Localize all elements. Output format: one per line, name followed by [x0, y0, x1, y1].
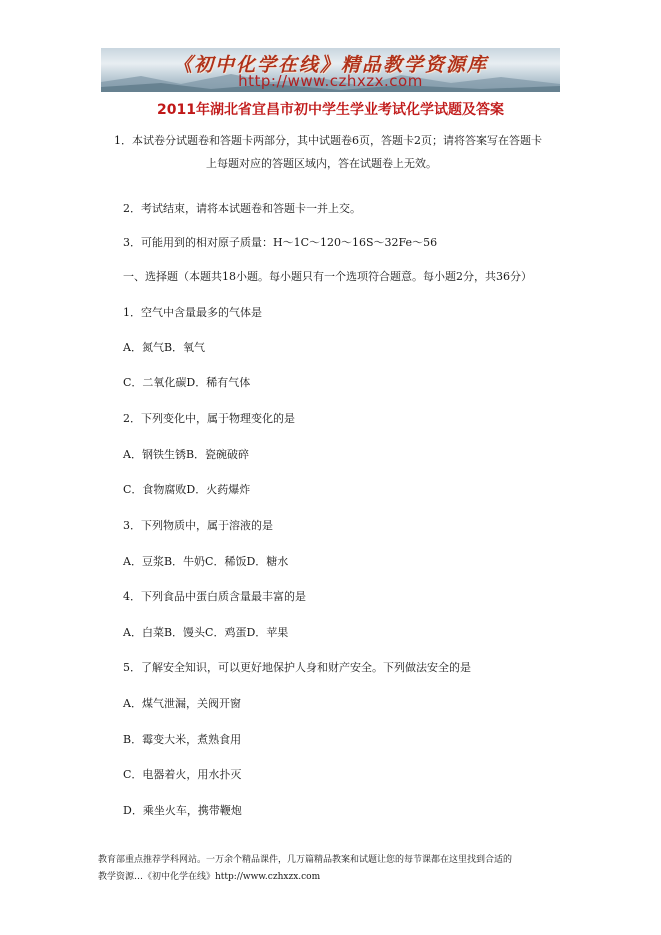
question-1: 1．空气中含量最多的气体是	[123, 306, 262, 319]
banner-url[interactable]: http://www.czhxzx.com	[238, 72, 423, 90]
question-5-option-a: A．煤气泄漏，关阀开窗	[123, 697, 241, 710]
question-3: 3．下列物质中，属于溶液的是	[123, 519, 273, 532]
question-4: 4．下列食品中蛋白质含量最丰富的是	[123, 590, 306, 603]
header-banner	[101, 48, 560, 92]
question-1-options-cd: C．二氧化碳D．稀有气体	[123, 376, 251, 389]
page-title: 2011年湖北省宜昌市初中学生学业考试化学试题及答案	[157, 102, 504, 118]
banner-title: 《初中化学在线》精品教学资源库	[172, 54, 488, 76]
question-5: 5．了解安全知识，可以更好地保护人身和财产安全。下列做法安全的是	[123, 661, 471, 674]
question-2-options-cd: C．食物腐败D．火药爆炸	[123, 483, 251, 496]
footer-line-2: 教学资源…《初中化学在线》http://www.czhxzx.com	[98, 872, 321, 882]
instruction-1: 1．本试卷分试题卷和答题卡两部分，其中试题卷6页，答题卡2页；请将答案写在答题卡	[114, 134, 542, 147]
instruction-1-cont: 上每题对应的答题区域内，答在试题卷上无效。	[206, 157, 437, 170]
question-2-options-ab: A．钢铁生锈B．瓷碗破碎	[123, 448, 250, 461]
question-5-option-b: B．霉变大米，煮熟食用	[123, 733, 242, 746]
question-4-options: A．白菜B．馒头C．鸡蛋D．苹果	[123, 626, 289, 639]
instruction-3: 3．可能用到的相对原子质量：H～1C～120～16S～32Fe～56	[123, 236, 438, 249]
section-heading: 一、选择题（本题共18小题。每小题只有一个选项符合题意。每小题2分，共36分）	[123, 270, 532, 283]
question-3-options: A．豆浆B．牛奶C．稀饭D．糖水	[123, 555, 289, 568]
question-1-options-ab: A．氮气B．氧气	[123, 341, 206, 354]
question-2: 2．下列变化中，属于物理变化的是	[123, 412, 295, 425]
footer-line-1: 教育部重点推荐学科网站。一万余个精品课件，几万篇精品教案和试题让您的每节课都在这里找到合适的	[98, 855, 513, 865]
instruction-2: 2．考试结束，请将本试题卷和答题卡一并上交。	[123, 202, 361, 215]
question-5-option-d: D．乘坐火车，携带鞭炮	[123, 804, 242, 817]
question-5-option-c: C．电器着火，用水扑灭	[123, 768, 242, 781]
